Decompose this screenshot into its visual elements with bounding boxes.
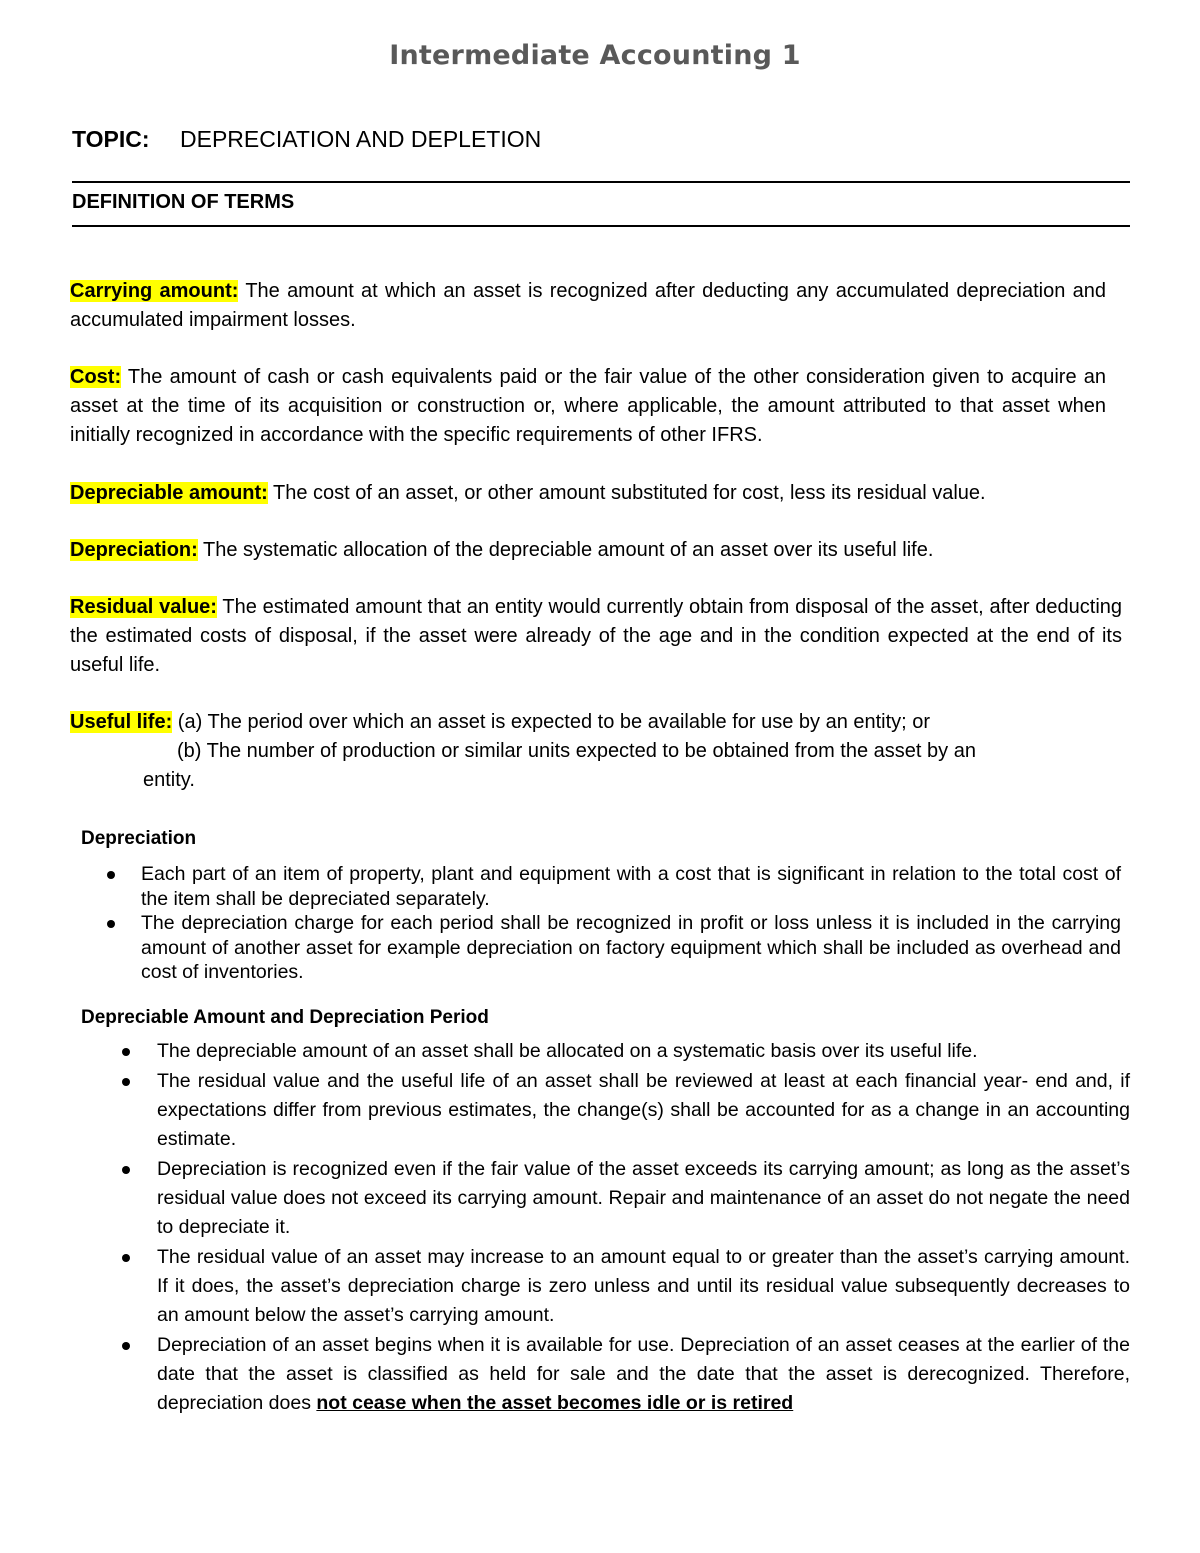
bullet-icon [107,871,115,879]
definition-residual-value [70,593,1122,680]
definition-text-b: (b) The number of production or similar units expected to be obtained from the asset by an [177,740,976,762]
list-item [157,1037,1130,1066]
definition-text: The amount at which an asset is recognized after deducting any accumulated depreciation and accumulated impairment losses. [70,280,1106,331]
topic-line [72,126,541,153]
bullet-text: The depreciable amount of an asset shall be allocated on a systematic basis over its useful life. [157,1040,978,1062]
list-item [157,1331,1130,1418]
divider-top [72,181,1130,183]
definition-cost [70,363,1106,450]
page-title: Intermediate Accounting 1 [389,40,801,71]
list-item [141,862,1121,911]
term-depreciable-amount: Depreciable amount: [70,482,268,504]
list-item [157,1067,1130,1154]
topic-value: DEPRECIATION AND DEPLETION [180,126,542,152]
definition-text-c: entity. [143,769,195,791]
bullet-icon [122,1048,130,1056]
list-item [141,911,1121,985]
definition-text: The amount of cash or cash equivalents paid or the fair value of the other consideration given to acquire an asset at the time of its acquisition or construction or, where applicable, the amount attributed to that asset when initially recognized in accordance with the specific requirements of other IFRS. [70,366,1106,446]
depreciation-bullet-list [141,862,1121,985]
term-carrying-amount: Carrying amount: [70,280,239,302]
bullet-text: Each part of an item of property, plant and equipment with a cost that is significant in relation to the total cost of the item shall be depreciated separately. [141,863,1121,910]
definition-depreciable-amount [70,479,1106,508]
definitions-heading: DEFINITION OF TERMS [72,191,295,213]
depreciation-period-heading: Depreciable Amount and Depreciation Period [81,1007,489,1028]
term-residual-value: Residual value: [70,596,217,618]
bullet-text: The depreciation charge for each period shall be recognized in profit or loss unless it is included in the carrying amount of another asset for example depreciation on factory equipment which shall be included as overhead and cost of inventories. [141,912,1121,983]
definition-text: The systematic allocation of the depreciable amount of an asset over its useful life. [197,539,934,561]
definition-text-a: (a) The period over which an asset is expected to be available for use by an entity; or [172,711,931,733]
divider-bottom [72,225,1130,227]
term-depreciation: Depreciation: [70,539,198,561]
definition-useful-life [70,708,1122,795]
bullet-text: Depreciation is recognized even if the fair value of the asset exceeds its carrying amount; as long as the asset’s residual value does not exceed its carrying amount. Repair and maintenance of an asset do not negate the need to depreciate it. [157,1158,1130,1238]
bullet-icon [122,1078,130,1086]
definition-carrying-amount [70,277,1106,335]
bullet-icon [122,1166,130,1174]
bullet-icon [122,1342,130,1350]
depreciation-period-bullet-list [157,1037,1130,1419]
term-useful-life: Useful life: [70,711,173,733]
term-cost: Cost: [70,366,122,388]
bullet-text: The residual value and the useful life of an asset shall be reviewed at least at each financial year- end and, if expectations differ from previous estimates, the change(s) shall be accounted for as a change in an accounting estimate. [157,1070,1130,1150]
bullet-text: The residual value of an asset may increase to an amount equal to or greater than the asset’s carrying amount. If it does, the asset’s depreciation charge is zero unless and until its residual value subsequently decreases to an amount below the asset’s carrying amount. [157,1246,1130,1326]
definition-text: The cost of an asset, or other amount substituted for cost, less its residual value. [267,482,986,504]
topic-label: TOPIC: [72,126,150,152]
list-item [157,1155,1130,1242]
definition-text: The estimated amount that an entity would currently obtain from disposal of the asset, after deducting the estimated costs of disposal, if the asset were already of the age and in the condition expected at the end of its useful life. [70,596,1123,676]
emphasis-text: not cease when the asset becomes idle or is retired [316,1392,794,1414]
bullet-text: Depreciation of an asset begins when it is available for use. Depreciation of an asset ceases at the earlier of the date that the asset is classified as held for sale and the date that the asset is derecognized. Therefore, depreciation does [157,1334,1130,1414]
list-item [157,1243,1130,1330]
depreciation-heading: Depreciation [81,828,197,849]
useful-life-line-a [70,708,1122,737]
bullet-icon [122,1254,130,1262]
bullet-icon [107,920,115,928]
definition-depreciation [70,536,1106,565]
